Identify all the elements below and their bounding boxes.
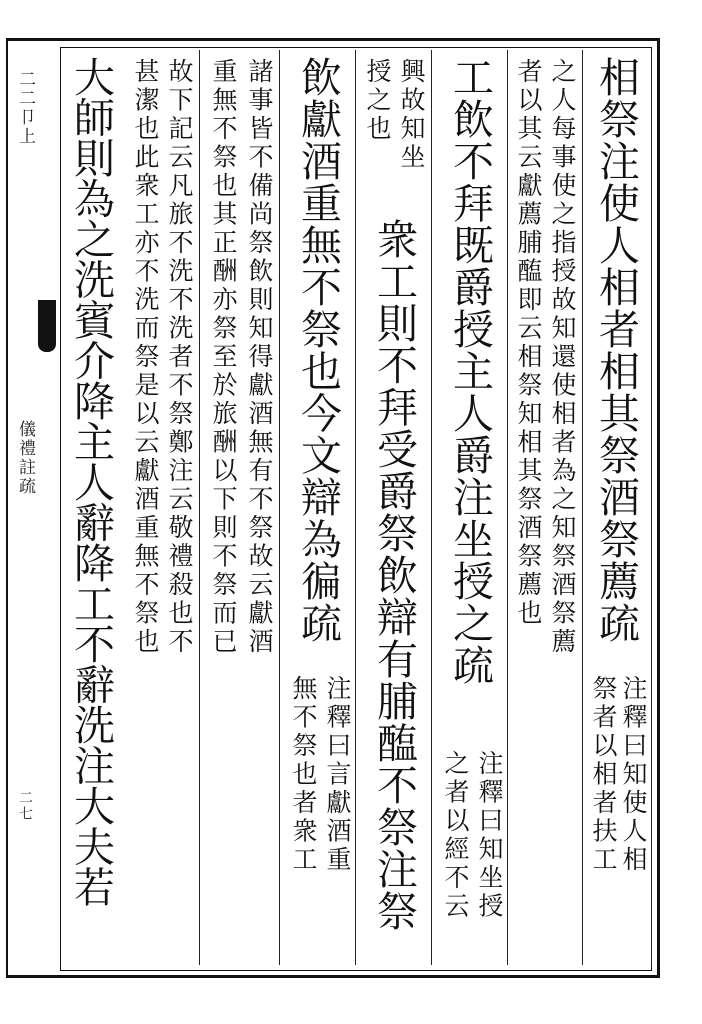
running-title: 儀禮註疏 [15, 420, 35, 496]
margin-top-marks: 二二卩上 [15, 70, 35, 146]
note-right: 諸事皆不備尚祭飲則知得獻酒無有不祭故云獻酒 [245, 58, 274, 657]
page-number: 二七 [17, 790, 33, 822]
main-text: 大師則為之洗賓介降主人辭降工不辭洗注大夫若 [67, 56, 115, 907]
text-column-4 [356, 50, 432, 965]
main-text: 衆工則不拜受爵祭飲辯有脯醢不祭注祭 [370, 218, 418, 932]
note-left: 之者以經不云 [441, 750, 470, 921]
text-column-5 [280, 50, 356, 965]
main-text: 工飲不拜既爵授主人爵注坐授之疏 [446, 56, 494, 686]
text-column-1 [583, 50, 652, 965]
main-text: 相祭注使人相者相其祭酒祭薦疏 [592, 56, 640, 644]
text-column-8 [60, 50, 122, 965]
note-left: 甚潔也此衆工亦不洗而祭是以云獻酒重無不祭也 [131, 58, 160, 657]
note-left: 重無不祭也其正酬亦祭至於旅酬以下則不祭而已 [209, 58, 238, 657]
note-left: 授之也 [363, 58, 392, 144]
text-column-2 [508, 50, 583, 965]
text-column-7 [122, 50, 200, 965]
note-right: 興故知坐 [397, 58, 426, 172]
note-left: 者以其云獻薦脯醢即云相祭知相其祭酒祭薦也 [514, 58, 543, 628]
note-right: 之人每事使之指授故知還使相者為之知祭酒祭薦 [548, 58, 577, 657]
text-column-3 [432, 50, 508, 965]
note-right: 注釋曰言獻酒重 [323, 675, 352, 875]
note-right: 故下記云凡旅不洗不洗者不祭鄭注云敬禮殺也不 [165, 58, 194, 657]
main-text: 飲獻酒重無不祭也今文辯為徧疏 [294, 56, 342, 644]
note-left: 祭者以相者扶工 [589, 675, 618, 875]
note-right: 注釋曰知使人相 [619, 675, 648, 875]
text-column-6 [200, 50, 280, 965]
note-right: 注釋曰知坐授 [475, 750, 504, 921]
note-left: 無不祭也者衆工 [289, 675, 318, 875]
